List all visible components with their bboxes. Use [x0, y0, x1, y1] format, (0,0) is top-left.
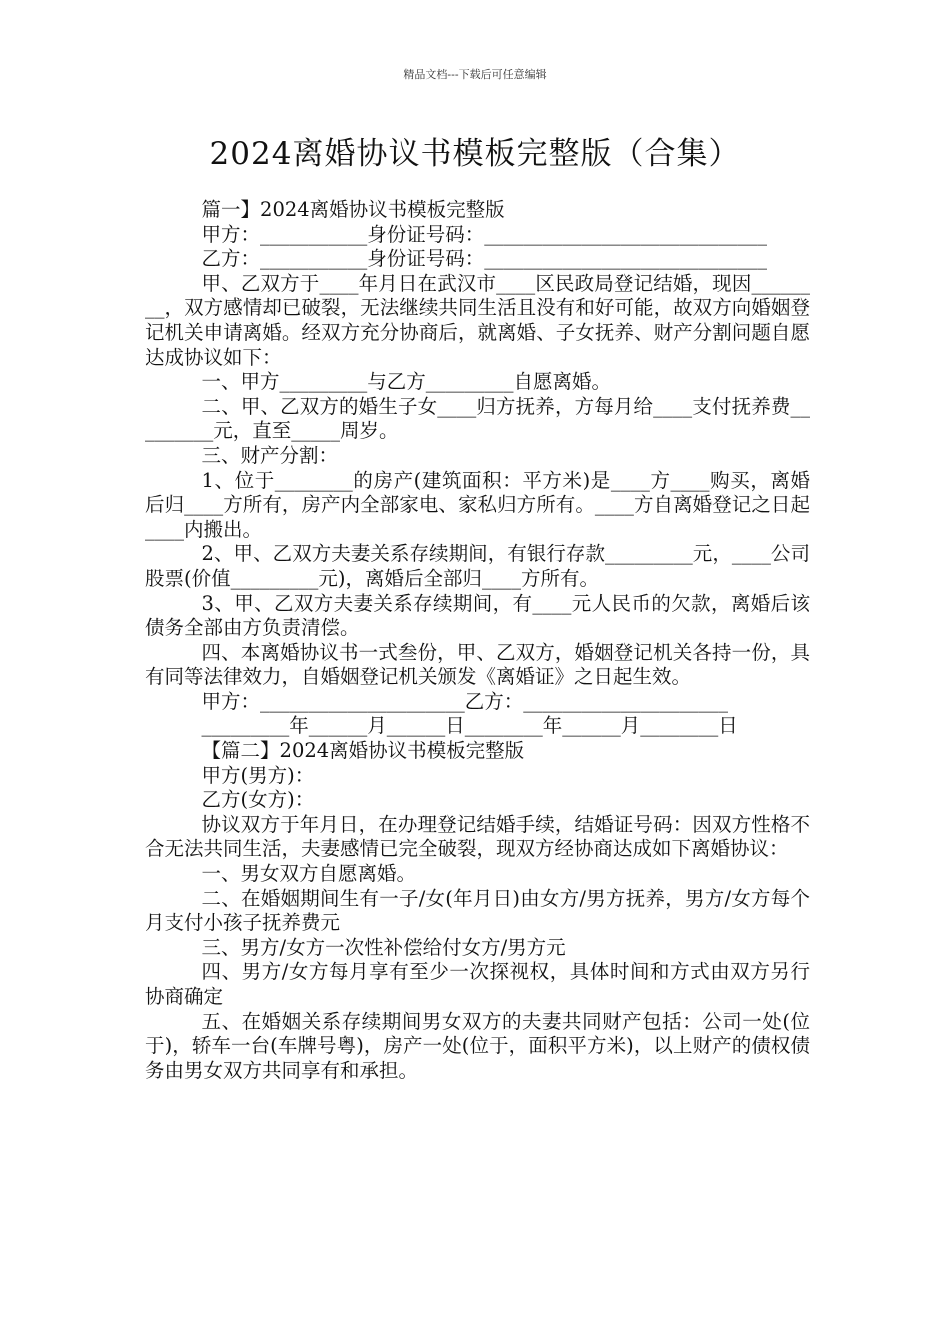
clause-3-heading: 三、财产分割：: [201, 443, 339, 467]
clause-3-item-3: 3、甲、乙双方夫妻关系存续期间，有____元人民币的欠款，离婚后该债务全部由方负责清偿。: [145, 591, 810, 640]
party-a-id-line: 甲方：___________身份证号码：_____________________________: [201, 222, 768, 246]
document-title: 2024离婚协议书模板完整版（合集）: [209, 136, 741, 172]
party-a-male: 甲方(男方)：: [201, 763, 315, 787]
clause-2-3: 三、男方/女方一次性补偿给付女方/男方元: [201, 935, 566, 959]
party-b-female: 乙方(女方)：: [201, 788, 315, 812]
clause-2-5: 五、在婚姻关系存续期间男女双方的夫妻共同财产包括：公司一处(位于)，轿车一台(车牌号粤)，房产一处(位于，面积平方米)，以上财产的债权债务由男女双方共同享有和承担。: [145, 1009, 810, 1082]
clause-2-4: 四、男方/女方每月享有至少一次探视权，具体时间和方式由双方另行协商确定: [145, 960, 810, 1008]
clause-4: 四、本离婚协议书一式叁份，甲、乙双方，婚姻登记机关各持一份，具有同等法律效力，自婚姻登记机关颁发《离婚证》之日起生效。: [145, 640, 810, 689]
date-line: _________年______月______日________年______月________日: [201, 714, 738, 738]
document-body: [145, 198, 810, 1083]
clause-2-2: 二、在婚姻期间生有一子/女(年月日)由女方/男方抚养，男方/女方每个月支付小孩子抚养费元: [145, 886, 810, 935]
clause-2: 二、甲、乙双方的婚生子女____归方抚养，方每月给____支付抚养费_________元，直至_____周岁。: [145, 394, 810, 443]
signature-line: 甲方：_____________________乙方：_____________________: [201, 689, 729, 713]
clause-3-item-2: 2、甲、乙双方夫妻关系存续期间，有银行存款_________元，____公司股票(价值_________元)，离婚后全部归____方所有。: [145, 542, 810, 590]
party-b-id-line: 乙方：___________身份证号码：_____________________________: [201, 247, 768, 271]
agreement-intro-paragraph: 协议双方于年月日，在办理登记结婚手续，结婚证号码：因双方性格不合无法共同生活，夫妻感情已完全破裂，现双方经协商达成如下离婚协议：: [145, 812, 810, 861]
clause-1: 一、甲方_________与乙方_________自愿离婚。: [201, 370, 612, 394]
section-heading-1: 篇一】2024离婚协议书模板完整版: [201, 198, 505, 221]
marriage-intro-paragraph: 甲、乙双方于____年月日在武汉市____区民政局登记结婚，现因________，双方感情却已破裂，无法继续共同生活且没有和好可能，故双方向婚姻登记机关申请离婚。经双方充分协商后，就离婚、子女抚养、财产分割问题自愿达成协议如下：: [145, 271, 810, 369]
clause-2-1: 一、男女双方自愿离婚。: [201, 862, 417, 886]
clause-3-item-1: 1、位于________的房产(建筑面积：平方米)是____方____购买，离婚后归____方所有，房产内全部家电、家私归方所有。____方自离婚登记之日起____内搬出。: [145, 468, 810, 541]
section-heading-2: 【篇二】2024离婚协议书模板完整版: [201, 739, 525, 763]
page-header-note: 精品文档---下载后可任意编辑: [403, 68, 547, 81]
